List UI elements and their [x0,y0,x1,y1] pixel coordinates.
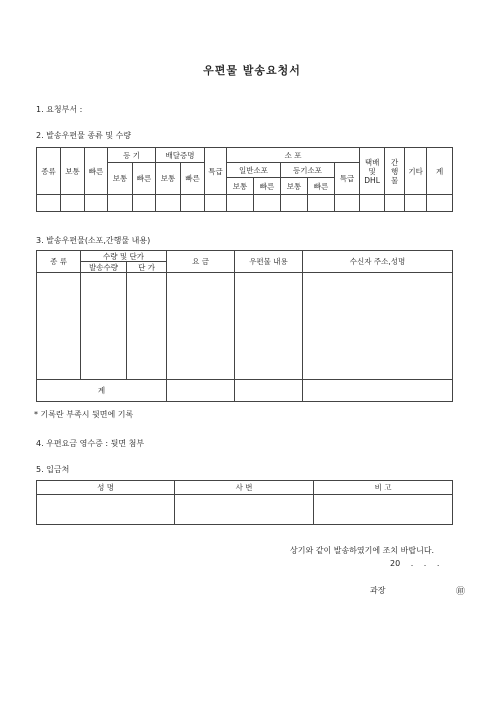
publication-header [385,148,405,195]
table-cell [303,380,453,402]
table-cell [156,195,181,212]
parcel-header: 소 포 [227,148,360,163]
table-cell [254,195,281,212]
table-row [37,495,453,525]
fast-header: 빠른 [85,148,108,195]
table-cell [427,195,453,212]
qty-price-header: 수량 및 단가 [81,251,167,262]
table-cell [205,195,227,212]
delivery-proof-normal-header: 보통 [156,163,181,195]
table-cell [167,380,235,402]
table-cell [360,195,385,212]
table-cell [335,195,360,212]
total-header: 계 [427,148,453,195]
table-cell [167,273,235,380]
express-line1: 택배 [364,157,380,167]
qty-header: 발송수량 [81,262,127,273]
delivery-proof-header: 배달증명 [156,148,205,163]
general-parcel-header: 일반소포 [227,163,281,178]
table-row [37,195,453,212]
mail-kind-table [36,147,453,212]
section-request-dept: 1. 요청부서 : [36,105,83,114]
table-cell [85,195,108,212]
table-cell [235,273,303,380]
deposit-table [36,480,453,525]
parcel-special-header: 특급 [335,163,360,195]
other-header: 기타 [405,148,427,195]
table-cell [108,195,133,212]
publication-line3: 물 [390,175,399,185]
table-cell [37,495,175,525]
general-parcel-fast-header: 빠른 [254,178,281,195]
section-mail-kind-quantity: 2. 발송우편물 종류 및 수량 [36,131,132,140]
table-cell [227,195,254,212]
contents-total-label: 계 [37,380,167,402]
normal-header: 보통 [61,148,85,195]
closing-date: 20 . . . [390,559,440,568]
table-cell [127,273,167,380]
remark-header: 비 고 [314,481,453,495]
publication-line1: 간 [390,157,399,167]
content-header: 우편물 내용 [235,251,303,273]
table-cell [308,195,335,212]
recipient-header: 수신자 주소,성명 [303,251,453,273]
note-text: * 기록란 부족시 뒷면에 기록 [34,410,134,419]
registered-parcel-normal-header: 보통 [281,178,308,195]
publication-line2: 행 [390,166,399,176]
seal-mark: ㊞ [456,587,466,597]
registered-parcel-fast-header: 빠른 [308,178,335,195]
table-cell [235,380,303,402]
table-cell [281,195,308,212]
table-cell [303,273,453,380]
express-line3: DHL [364,175,380,185]
table-cell [61,195,85,212]
table-cell [181,195,205,212]
position-label: 과장 [370,586,386,595]
number-header: 사 번 [175,481,314,495]
table-cell [37,273,81,380]
kind-header: 종류 [37,148,61,195]
section-receipt: 4. 우편요금 영수증 : 뒷면 첨부 [36,439,145,448]
section-mail-contents: 3. 발송우편물(소포,간행물 내용) [36,236,151,245]
table-cell [133,195,156,212]
registered-normal-header: 보통 [108,163,133,195]
table-row [37,273,453,380]
section-deposit: 5. 입금처 [36,465,70,474]
general-parcel-normal-header: 보통 [227,178,254,195]
express-line2: 및 [368,166,376,176]
table-cell [405,195,427,212]
delivery-proof-fast-header: 빠른 [181,163,205,195]
fee-header: 요 금 [167,251,235,273]
registered-parcel-header: 등기소포 [281,163,335,178]
table-cell [175,495,314,525]
table-cell [314,495,453,525]
registered-header: 등 기 [108,148,156,163]
registered-fast-header: 빠른 [133,163,156,195]
table-cell [81,273,127,380]
unit-price-header: 단 가 [127,262,167,273]
mail-contents-table [36,250,453,402]
express-dhl-header [360,148,385,195]
closing-statement: 상기와 같이 발송하였기에 조치 바랍니다. [290,546,435,555]
special-header: 특급 [205,148,227,195]
contents-kind-header: 종 류 [37,251,81,273]
table-cell [37,195,61,212]
table-cell [385,195,405,212]
page-title: 우편물 발송요청서 [203,64,301,77]
name-header: 성 명 [37,481,175,495]
